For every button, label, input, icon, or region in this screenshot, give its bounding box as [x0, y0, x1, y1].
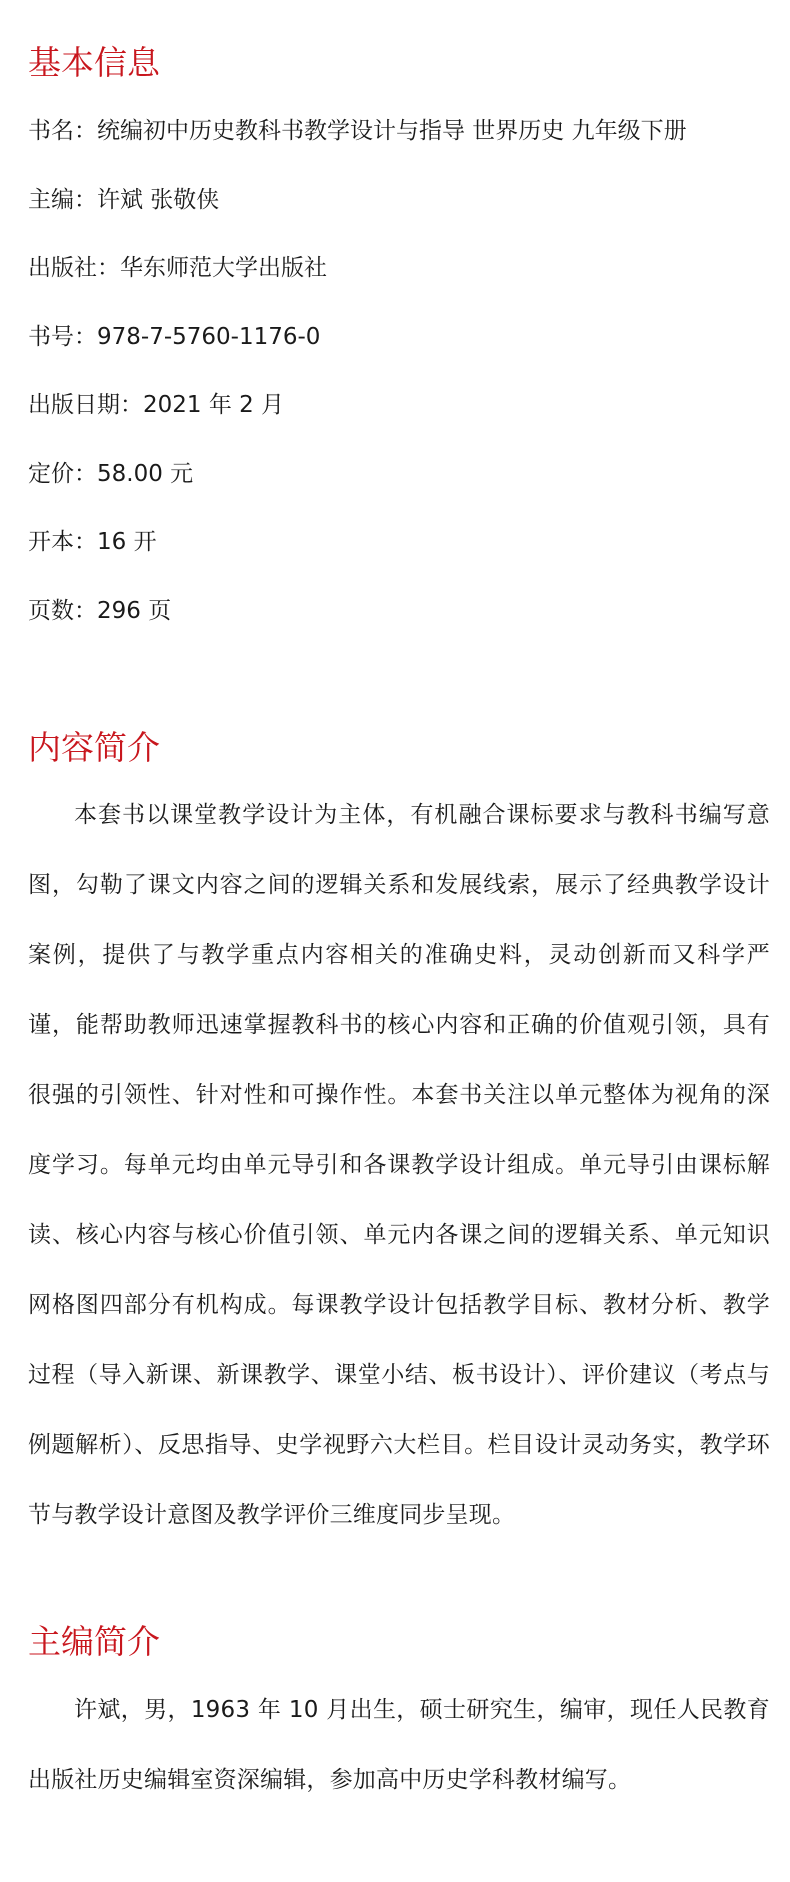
- info-page-count: 页数：296 页: [28, 597, 172, 624]
- basic-info-list: [28, 116, 687, 664]
- editor-paragraph: 许斌，男，1963 年 10 月出生，硕士研究生，编审，现任人民教育出版社历史编辑室资深编辑，参加高中历史学科教材编写。: [28, 1697, 770, 1793]
- info-publisher: 出版社：华东师范大学出版社: [28, 255, 327, 281]
- info-chief-editors: 主编：许斌 张敬侠: [28, 186, 220, 213]
- info-format: 开本：16 开: [28, 529, 157, 555]
- info-book-title: 书名：统编初中历史教科书教学设计与指导 世界历史 九年级下册: [28, 118, 687, 144]
- info-price: 定价：58.00 元: [28, 460, 194, 487]
- info-isbn: 书号：978-7-5760-1176-0: [28, 323, 321, 350]
- intro-paragraph: 本套书以课堂教学设计为主体，有机融合课标要求与教科书编写意图，勾勒了课文内容之间的逻辑关系和发展线索，展示了经典教学设计案例，提供了与教学重点内容相关的准确史料，灵动创新而又科学严谨，能帮助教师迅速掌握教科书的核心内容和正确的价值观引领，具有很强的引领性、针对性和可操作性。本套书关注以单元整体为视角的深度学习。每单元均由单元导引和各课教学设计组成。单元导引由课标解读、核心内容与核心价值引领、单元内各课之间的逻辑关系、单元知识网格图四部分有机构成。每课教学设计包括教学目标、教材分析、教学过程（导入新课、新课教学、课堂小结、板书设计）、评价建议（考点与例题解析）、反思指导、史学视野六大栏目。栏目设计灵动务实，教学环节与教学设计意图及教学评价三维度同步呈现。: [28, 802, 770, 1528]
- basic-info-heading: 基本信息: [28, 43, 160, 82]
- intro-heading: 内容简介: [28, 728, 160, 767]
- editor-heading: 主编简介: [28, 1622, 160, 1661]
- info-publish-date: 出版日期：2021 年 2 月: [28, 392, 285, 418]
